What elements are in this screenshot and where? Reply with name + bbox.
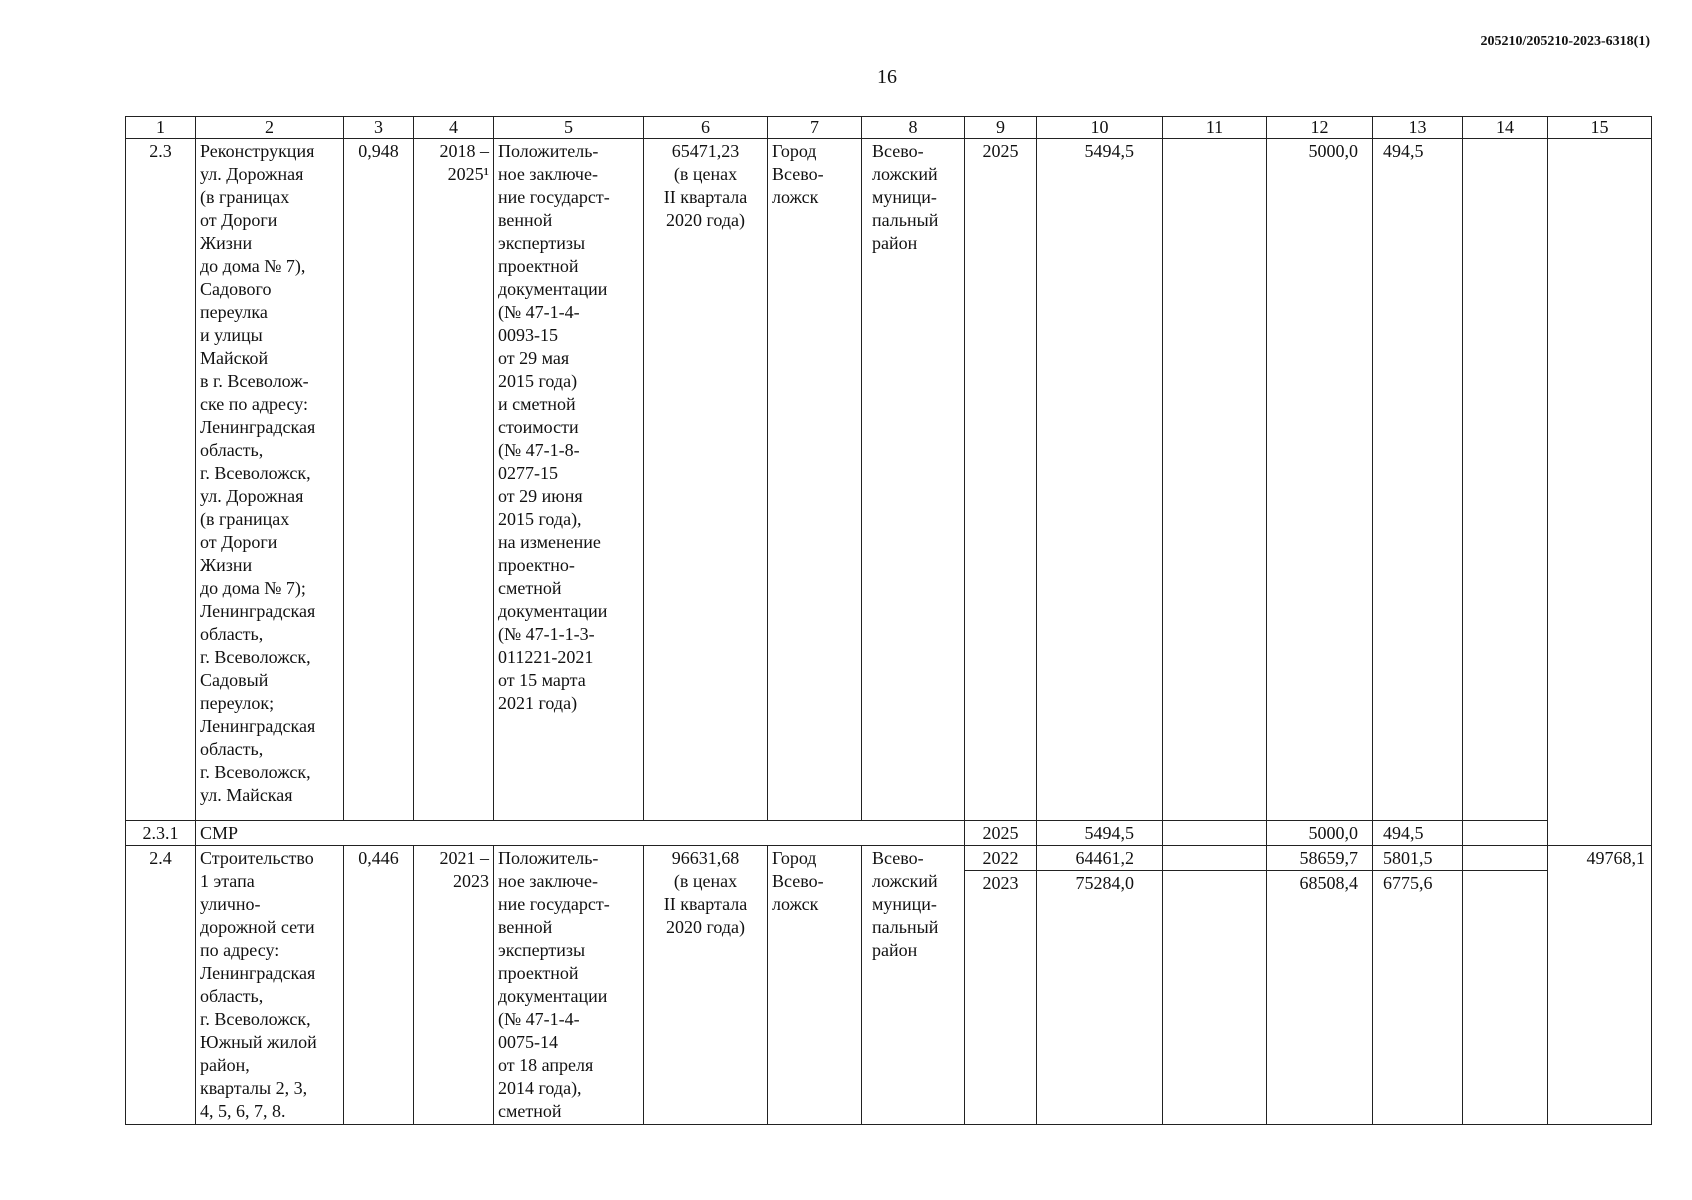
column-number: 8 xyxy=(862,117,965,139)
col-12-value: 5000,0 xyxy=(1267,821,1373,846)
col-13-value: 6775,6 xyxy=(1373,871,1463,1125)
total-amount: 64461,2 xyxy=(1037,846,1163,871)
column-number: 11 xyxy=(1163,117,1267,139)
column-number: 12 xyxy=(1267,117,1373,139)
column-number: 3 xyxy=(344,117,414,139)
col-14-value xyxy=(1463,871,1548,1125)
document-id: 205210/205210-2023-6318(1) xyxy=(1480,34,1650,49)
col-14-value xyxy=(1463,846,1548,871)
financing-year: 2023 xyxy=(965,871,1037,1125)
budget-table xyxy=(125,116,1652,1125)
col-15-value xyxy=(1548,139,1652,846)
implementation-years: 2018 – 2025¹ xyxy=(414,139,494,821)
col-14-value xyxy=(1463,821,1548,846)
column-number: 7 xyxy=(768,117,862,139)
col-13-value: 5801,5 xyxy=(1373,846,1463,871)
column-number-row xyxy=(126,117,1652,139)
col-11-value xyxy=(1163,139,1267,821)
table-row-2-3-1 xyxy=(126,821,1652,846)
locality: Город Всево- ложск xyxy=(768,846,862,1125)
row-number: 2.4 xyxy=(126,846,196,1125)
documentation-text: Положитель- ное заключе- ние государст- венной экспертизы проектной документации (№ 47-1-4- 0075-14 от 18 апреля 2014 года), сметной xyxy=(494,846,644,1125)
column-number: 2 xyxy=(196,117,344,139)
total-amount: 5494,5 xyxy=(1037,821,1163,846)
row-number: 2.3 xyxy=(126,139,196,821)
col-11-value xyxy=(1163,871,1267,1125)
capacity-value: 0,948 xyxy=(344,139,414,821)
col-12-value: 5000,0 xyxy=(1267,139,1373,821)
estimated-cost: 65471,23 (в ценах II квартала 2020 года) xyxy=(644,139,768,821)
column-number: 13 xyxy=(1373,117,1463,139)
locality: Город Всево- ложск xyxy=(768,139,862,821)
table-row-2-3 xyxy=(126,139,1652,821)
total-amount: 75284,0 xyxy=(1037,871,1163,1125)
works-type: СМР xyxy=(196,821,965,846)
col-13-value: 494,5 xyxy=(1373,821,1463,846)
column-number: 4 xyxy=(414,117,494,139)
financing-year: 2025 xyxy=(965,139,1037,821)
documentation-text: Положитель- ное заключе- ние государст- венной экспертизы проектной документации (№ 47-1-4- 0093-15 от 29 мая 2015 года) и сметной стоимости (№ 47-1-8- 0277-15 от 29 июня 2015 года), на изменение проектно- сметной документации (№ 47-1-1-3- 011221-2021 от 15 марта 2021 года) xyxy=(494,139,644,821)
column-number: 14 xyxy=(1463,117,1548,139)
implementation-years: 2021 – 2023 xyxy=(414,846,494,1125)
financing-year: 2022 xyxy=(965,846,1037,871)
col-12-value: 58659,7 xyxy=(1267,846,1373,871)
total-amount: 5494,5 xyxy=(1037,139,1163,821)
column-number: 9 xyxy=(965,117,1037,139)
capacity-value: 0,446 xyxy=(344,846,414,1125)
column-number: 1 xyxy=(126,117,196,139)
col-14-value xyxy=(1463,139,1548,821)
estimated-cost: 96631,68 (в ценах II квартала 2020 года) xyxy=(644,846,768,1125)
column-number: 15 xyxy=(1548,117,1652,139)
object-name: Строительство 1 этапа улично- дорожной сети по адресу: Ленинградская область, г. Всеволожск, Южный жилой район, кварталы 2, 3, 4, 5, 6, 7, 8. xyxy=(196,846,344,1125)
financing-year: 2025 xyxy=(965,821,1037,846)
column-number: 10 xyxy=(1037,117,1163,139)
municipality: Всево- ложский муници- пальный район xyxy=(862,846,965,1125)
col-12-value: 68508,4 xyxy=(1267,871,1373,1125)
col-15-value: 49768,1 xyxy=(1548,846,1652,1125)
page-number: 16 xyxy=(877,66,897,88)
municipality: Всево- ложский муници- пальный район xyxy=(862,139,965,821)
col-11-value xyxy=(1163,821,1267,846)
column-number: 6 xyxy=(644,117,768,139)
object-name: Реконструкция ул. Дорожная (в границах от Дороги Жизни до дома № 7), Садового переулка и улицы Майской в г. Всеволож- ске по адресу: Ленинградская область, г. Всеволожск, ул. Дорожная (в границах от Дороги Жизни до дома № 7); Ленинградская область, г. Всеволожск, Садовый переулок; Ленинградская область, г. Всеволожск, ул. Майская xyxy=(196,139,344,821)
row-number: 2.3.1 xyxy=(126,821,196,846)
column-number: 5 xyxy=(494,117,644,139)
col-13-value: 494,5 xyxy=(1373,139,1463,821)
col-11-value xyxy=(1163,846,1267,871)
table-row-2-4 xyxy=(126,846,1652,871)
